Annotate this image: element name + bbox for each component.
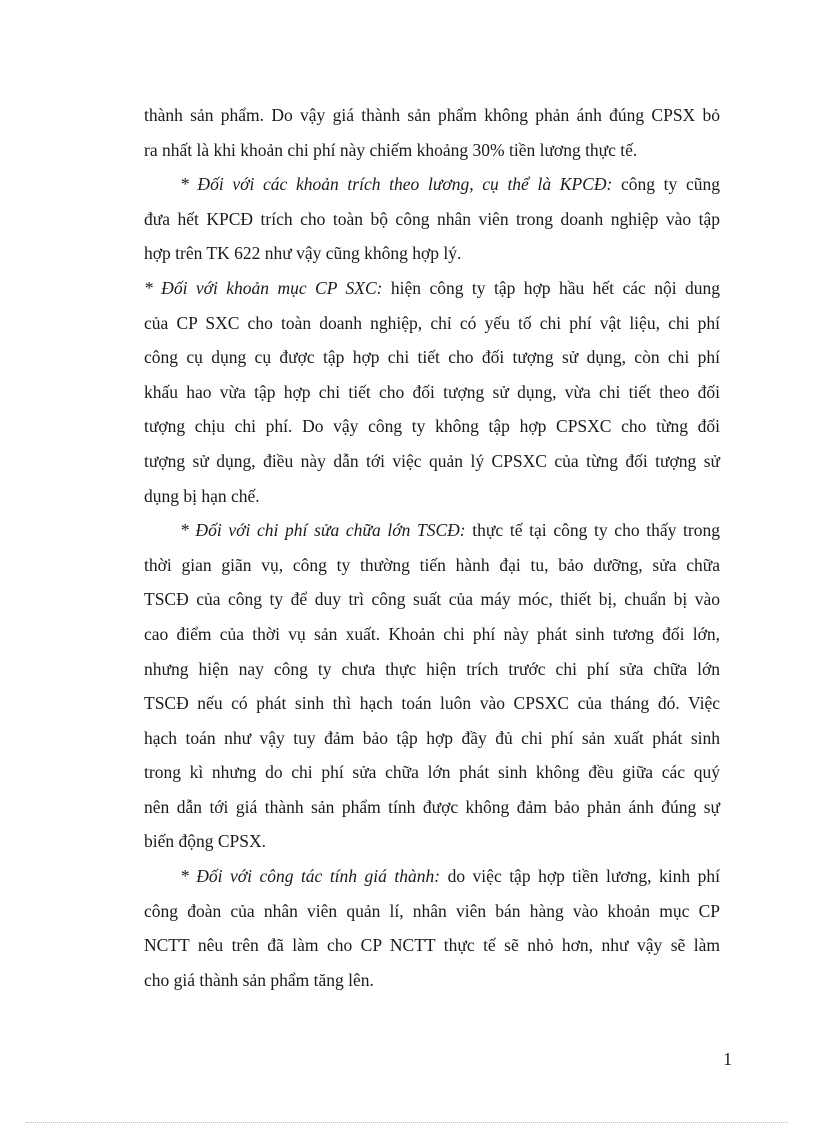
paragraph — [144, 513, 720, 859]
text-line: trong kì nhưng do chi phí sửa chữa lớn phát sinh không đều giữa các quý — [144, 762, 720, 783]
text-line: NCTT nêu trên đã làm cho CP NCTT thực tế sẽ nhỏ hơn, như vậy sẽ làm — [144, 935, 720, 956]
paragraph — [144, 98, 720, 167]
body-text — [144, 98, 720, 997]
paragraph — [144, 167, 720, 271]
text-line — [144, 513, 720, 548]
page-number: 1 — [723, 1049, 732, 1069]
text-line — [144, 167, 720, 202]
text-run: do việc tập hợp tiền lương, kinh phí — [440, 866, 720, 887]
text-line: cao điểm của thời vụ sản xuất. Khoản chi phí này phát sinh tương đối lớn, — [144, 623, 720, 644]
text-line: nhưng hiện nay công ty chưa thực hiện trích trước chi phí sửa chữa lớn — [144, 658, 720, 679]
paragraph-lead: * Đối với công tác tính giá thành: — [180, 866, 441, 887]
text-line: TSCĐ của công ty để duy trì công suất của máy móc, thiết bị, chuẩn bị vào — [144, 589, 720, 610]
text-line: thời gian giãn vụ, công ty thường tiến hành đại tu, bảo dưỡng, sửa chữa — [144, 554, 720, 575]
text-line: thành sản phẩm. Do vậy giá thành sản phẩm không phản ánh đúng CPSX bỏ — [144, 105, 720, 125]
text-line: dụng bị hạn chế. — [144, 485, 260, 506]
text-line: biến động CPSX. — [144, 831, 267, 852]
paragraph — [144, 859, 720, 997]
text-line: công cụ dụng cụ được tập hợp chi tiết cho đối tượng sử dụng, còn chi phí — [144, 347, 720, 368]
text-line: nên dẫn tới giá thành sản phẩm tính được không đảm bảo phản ánh đúng sự — [144, 796, 720, 817]
text-line: đưa hết KPCĐ trích cho toàn bộ công nhân viên trong doanh nghiệp vào tập — [144, 208, 720, 229]
text-line: tượng chịu chi phí. Do vậy công ty không tập hợp CPSXC cho từng đối — [144, 416, 720, 437]
text-line: TSCĐ nếu có phát sinh thì hạch toán luôn vào CPSXC của tháng đó. Việc — [144, 693, 720, 714]
text-line — [144, 271, 720, 306]
text-line: công đoàn của nhân viên quản lí, nhân viên bán hàng vào khoản mục CP — [144, 900, 720, 921]
text-line: hạch toán như vậy tuy đảm bảo tập hợp đầy đủ chi phí sản xuất phát sinh — [144, 727, 720, 748]
text-line: khấu hao vừa tập hợp chi tiết cho đối tượng sử dụng, vừa chi tiết theo đối — [144, 381, 720, 402]
text-run: công ty cũng — [612, 174, 720, 195]
paragraph-lead: * Đối với chi phí sửa chữa lớn TSCĐ: — [180, 520, 466, 541]
text-line — [144, 859, 720, 894]
paragraph-lead: * Đối với khoản mục CP SXC: — [144, 277, 383, 298]
text-line: hợp trên TK 622 như vậy cũng không hợp lý. — [144, 243, 462, 264]
text-run: thực tế tại công ty cho thấy trong — [465, 520, 720, 541]
text-line: tượng sử dụng, điều này dẫn tới việc quản lý CPSXC của từng đối tượng sử — [144, 450, 720, 471]
paragraph-lead: * Đối với các khoản trích theo lương, cụ thể là KPCĐ: — [180, 174, 613, 195]
paragraph — [144, 271, 720, 513]
text-line: của CP SXC cho toàn doanh nghiệp, chỉ có yếu tố chi phí vật liệu, chi phí — [144, 312, 720, 333]
text-run: hiện công ty tập hợp hầu hết các nội dung — [382, 277, 720, 298]
text-line: cho giá thành sản phẩm tăng lên. — [144, 969, 374, 990]
text-line: ra nhất là khi khoản chi phí này chiếm khoảng 30% tiền lương thực tế. — [144, 139, 638, 160]
